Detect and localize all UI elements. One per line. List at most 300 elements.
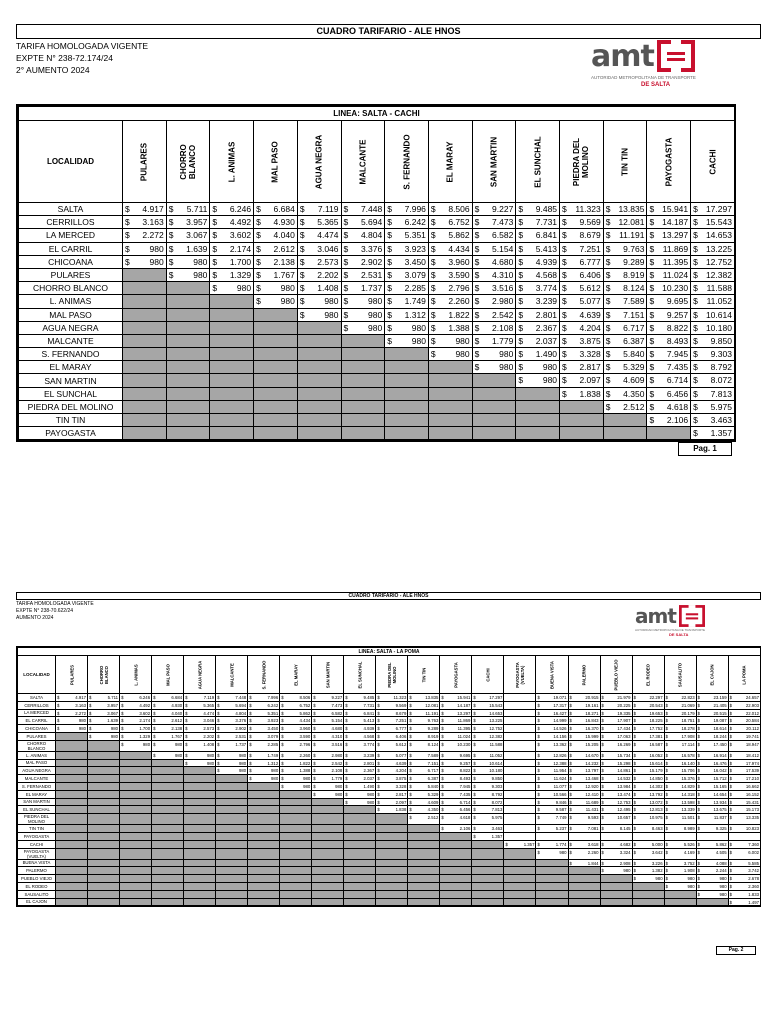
fare-cell [568, 732, 600, 740]
fare-cell [632, 859, 664, 867]
currency-symbol: $ [633, 783, 636, 789]
meta-line: TARIFA HOMOLOGADA VIGENTE [16, 41, 149, 51]
fare-cell [408, 775, 440, 783]
fare-value: 980 [542, 375, 558, 386]
row-label: PIEDRA DEL MOLINO [18, 814, 56, 825]
fare-value: 13.675 [713, 807, 727, 813]
empty-cell [536, 867, 568, 875]
fare-value: 2.244 [715, 868, 727, 874]
currency-symbol: $ [605, 217, 611, 228]
fare-value: 1.767 [273, 269, 295, 280]
column-header [691, 121, 735, 203]
fare-cell [691, 374, 735, 387]
fare-cell [248, 701, 280, 709]
currency-symbol: $ [665, 752, 668, 758]
fare-value: 2.902 [235, 726, 247, 732]
fare-cell [184, 701, 216, 709]
fare-value: 5.862 [448, 230, 470, 241]
fare-cell [696, 775, 728, 783]
currency-symbol: $ [537, 760, 540, 766]
empty-cell [472, 400, 516, 413]
fare-cell [312, 709, 344, 717]
fare-cell [560, 321, 604, 334]
empty-cell [166, 321, 210, 334]
currency-symbol: $ [633, 868, 636, 874]
logo-subtitle-city: DE SALTA [669, 632, 689, 637]
table-row [18, 882, 761, 890]
currency-symbol: $ [633, 733, 636, 739]
empty-cell [166, 361, 210, 374]
fare-cell [691, 295, 735, 308]
fare-cell [280, 767, 312, 775]
fare-value: 14.653 [705, 230, 732, 241]
empty-cell [536, 832, 568, 840]
page-number: Pag. 2 [716, 946, 756, 955]
fare-value: 22.823 [681, 695, 695, 700]
row-label: MALCANTE [19, 334, 123, 347]
currency-symbol: $ [217, 768, 220, 774]
fare-cell [600, 709, 632, 717]
currency-symbol: $ [693, 362, 698, 373]
currency-symbol: $ [217, 733, 220, 739]
row-label: PAYOGASTA (VUELTA) [18, 848, 56, 859]
empty-cell [603, 414, 647, 427]
fare-value: 1.838 [395, 807, 407, 813]
currency-symbol: $ [249, 718, 252, 724]
fare-cell [647, 282, 691, 295]
column-header [696, 656, 728, 694]
currency-symbol: $ [729, 783, 733, 789]
currency-symbol: $ [518, 256, 524, 267]
currency-symbol: $ [430, 322, 436, 333]
fare-cell [56, 725, 88, 733]
fare-value: 2.512 [427, 815, 439, 821]
empty-cell [516, 387, 560, 400]
fare-value: 4.568 [535, 269, 558, 280]
fare-value: 16.269 [617, 741, 631, 747]
column-header [536, 656, 568, 694]
column-header [472, 656, 504, 694]
empty-cell [600, 898, 632, 906]
fare-cell [691, 361, 735, 374]
fare-value: 12.826 [553, 752, 567, 758]
column-header-label: CACHI [485, 667, 491, 682]
currency-symbol: $ [697, 799, 701, 805]
currency-symbol: $ [441, 695, 444, 700]
logo-word: amt [591, 39, 654, 74]
fare-cell [600, 751, 632, 759]
fare-value: 11.323 [575, 204, 601, 214]
fare-value: 980 [719, 891, 727, 897]
fare-value: 3.079 [404, 269, 426, 280]
row-label: PAYOGASTA [18, 832, 56, 840]
fare-cell [728, 840, 760, 848]
empty-cell [385, 374, 429, 387]
fare-cell [696, 806, 728, 814]
fare-cell [428, 334, 472, 347]
fare-value: 980 [455, 349, 470, 360]
fare-cell [632, 717, 664, 725]
fare-cell [184, 694, 216, 702]
empty-cell [120, 882, 152, 890]
currency-symbol: $ [729, 849, 733, 855]
fare-cell [120, 725, 152, 733]
empty-cell [440, 890, 472, 898]
fare-cell [603, 216, 647, 229]
currency-symbol: $ [313, 710, 316, 716]
currency-symbol: $ [430, 204, 436, 214]
currency-symbol: $ [474, 269, 480, 280]
fare-cell [568, 725, 600, 733]
fare-value: 980 [280, 283, 295, 294]
fare-cell [664, 867, 696, 875]
currency-symbol: $ [345, 768, 348, 774]
currency-symbol: $ [256, 269, 261, 280]
empty-cell [312, 814, 344, 825]
currency-symbol: $ [343, 243, 349, 254]
currency-symbol: $ [474, 243, 480, 254]
currency-symbol: $ [313, 695, 316, 700]
currency-symbol: $ [665, 841, 668, 847]
fare-value: 14.829 [681, 783, 695, 789]
row-label: S. FERNANDO [19, 348, 123, 361]
empty-cell [123, 348, 167, 361]
fare-value: 13.225 [489, 718, 503, 724]
fare-value: 3.328 [395, 783, 407, 789]
fare-value: 5.840 [427, 783, 439, 789]
fare-value: 13.474 [617, 791, 631, 797]
currency-symbol: $ [281, 741, 284, 747]
empty-cell [472, 427, 516, 440]
empty-cell [504, 867, 536, 875]
fare-value: 980 [559, 849, 567, 855]
fare-cell [184, 709, 216, 717]
fare-cell [280, 701, 312, 709]
currency-symbol: $ [605, 269, 611, 280]
fare-cell [664, 825, 696, 833]
empty-cell [184, 832, 216, 840]
fare-cell [216, 725, 248, 733]
fare-cell [428, 216, 472, 229]
currency-symbol: $ [605, 335, 611, 346]
fare-cell [600, 767, 632, 775]
fare-value: 11.624 [553, 776, 567, 782]
currency-symbol: $ [693, 309, 698, 320]
currency-symbol: $ [409, 702, 412, 708]
currency-symbol: $ [121, 702, 124, 708]
empty-cell [504, 694, 536, 702]
fare-cell [152, 694, 184, 702]
fare-value: 9.303 [491, 783, 503, 789]
fare-value: 11.588 [489, 741, 503, 747]
fare-value: 6.456 [459, 807, 471, 813]
fare-value: 6.387 [623, 335, 645, 346]
currency-symbol: $ [569, 718, 572, 724]
fare-value: 12.752 [705, 256, 732, 267]
fare-value: 2.272 [142, 230, 164, 241]
currency-symbol: $ [217, 710, 220, 716]
fare-cell [254, 229, 298, 242]
fare-value: 8.792 [491, 791, 503, 797]
fare-value: 13.598 [681, 799, 695, 805]
fare-cell [632, 740, 664, 751]
fare-cell [385, 268, 429, 281]
fare-value: 1.357 [710, 428, 732, 439]
fare-cell [696, 701, 728, 709]
fare-cell [536, 694, 568, 702]
fare-value: 4.804 [235, 710, 247, 716]
fare-value: 18.278 [681, 726, 695, 732]
table-row [18, 701, 761, 709]
table-row [19, 295, 735, 308]
fare-cell [440, 759, 472, 767]
fare-value: 4.930 [171, 702, 183, 708]
fare-cell [560, 203, 604, 216]
fare-cell [603, 229, 647, 242]
fare-cell [216, 759, 248, 767]
currency-symbol: $ [474, 362, 480, 373]
currency-symbol: $ [562, 335, 567, 346]
currency-symbol: $ [693, 269, 698, 280]
fare-value: 3.226 [651, 860, 663, 866]
currency-symbol: $ [729, 799, 733, 805]
fare-value: 14.532 [617, 776, 631, 782]
fare-cell [536, 775, 568, 783]
currency-symbol: $ [569, 776, 572, 782]
fare-cell [516, 321, 560, 334]
fare-cell [647, 414, 691, 427]
currency-symbol: $ [313, 776, 316, 782]
empty-cell [696, 832, 728, 840]
empty-cell [184, 859, 216, 867]
fare-cell [600, 825, 632, 833]
fare-cell [472, 308, 516, 321]
fare-cell [664, 740, 696, 751]
empty-cell [280, 882, 312, 890]
currency-symbol: $ [153, 752, 156, 758]
currency-symbol: $ [537, 815, 540, 821]
currency-symbol: $ [562, 256, 567, 267]
empty-cell [344, 832, 376, 840]
fare-cell [560, 387, 604, 400]
fare-value: 2.817 [395, 791, 407, 797]
fare-cell [728, 882, 760, 890]
fare-cell [632, 694, 664, 702]
empty-cell [344, 840, 376, 848]
currency-symbol: $ [665, 868, 668, 874]
fare-value: 7.731 [363, 702, 375, 708]
currency-symbol: $ [185, 752, 188, 758]
empty-cell [120, 898, 152, 906]
fare-value: 9.289 [427, 726, 439, 732]
currency-symbol: $ [57, 726, 60, 732]
row-label: EL CAJON [18, 898, 56, 906]
fare-value: 4.804 [360, 230, 383, 241]
fare-cell [516, 295, 560, 308]
fare-value: 980 [110, 733, 119, 739]
currency-symbol: $ [601, 760, 604, 766]
currency-symbol: $ [474, 283, 480, 294]
fare-cell [408, 732, 440, 740]
fare-cell [385, 229, 429, 242]
currency-symbol: $ [299, 230, 305, 241]
fare-cell [472, 255, 516, 268]
logo-subtitle-city: DE SALTA [641, 82, 671, 88]
fare-cell [647, 387, 691, 400]
fare-value: 5.526 [683, 841, 695, 847]
fare-cell [664, 775, 696, 783]
fare-cell [376, 775, 408, 783]
fare-value: 15.999 [585, 733, 599, 739]
currency-symbol: $ [649, 349, 655, 360]
currency-symbol: $ [343, 322, 349, 333]
fare-value: 12.813 [649, 807, 663, 813]
fare-value: 7.119 [317, 204, 339, 214]
fare-cell [600, 859, 632, 867]
fare-value: 11.077 [553, 783, 567, 789]
fare-cell [152, 732, 184, 740]
fare-cell [568, 759, 600, 767]
currency-symbol: $ [125, 256, 130, 267]
fare-value: 17.907 [617, 718, 631, 724]
currency-symbol: $ [377, 710, 380, 716]
currency-symbol: $ [665, 726, 668, 732]
table-row [18, 717, 761, 725]
fare-cell [312, 767, 344, 775]
table-row [19, 361, 735, 374]
empty-cell [184, 798, 216, 806]
fare-value: 12.382 [489, 733, 503, 739]
fare-cell [728, 848, 760, 859]
currency-symbol: $ [377, 791, 380, 797]
currency-symbol: $ [649, 322, 655, 333]
empty-cell [504, 832, 536, 840]
empty-cell [120, 825, 152, 833]
fare-value: 6.002 [748, 849, 759, 855]
row-label: CHICOANA [18, 725, 56, 733]
fare-cell [664, 717, 696, 725]
empty-cell [440, 859, 472, 867]
fare-cell [408, 790, 440, 798]
empty-cell [504, 848, 536, 859]
fare-value: 1.908 [683, 868, 695, 874]
currency-symbol: $ [697, 718, 701, 724]
empty-cell [504, 759, 536, 767]
table-row [18, 775, 761, 783]
empty-cell [56, 840, 88, 848]
fare-value: 9.846 [555, 799, 567, 805]
fare-cell [376, 701, 408, 709]
fare-cell [647, 229, 691, 242]
empty-cell [376, 875, 408, 883]
empty-cell [120, 759, 152, 767]
fare-value: 4.040 [273, 230, 295, 241]
fare-cell [341, 216, 385, 229]
empty-cell [254, 348, 298, 361]
fare-cell [440, 701, 472, 709]
fare-value: 19.741 [745, 733, 759, 739]
fare-value: 8.145 [619, 826, 631, 832]
fare-cell [568, 840, 600, 848]
column-header [280, 656, 312, 694]
fare-value: 16.662 [745, 783, 759, 789]
fare-value: 15.543 [705, 217, 732, 228]
empty-cell [56, 825, 88, 833]
empty-cell [385, 361, 429, 374]
empty-cell [88, 848, 120, 859]
currency-symbol: $ [729, 702, 733, 708]
currency-symbol: $ [518, 243, 524, 254]
currency-symbol: $ [313, 760, 316, 766]
column-header-label: SAN MARTIN [489, 136, 499, 187]
meta-line: EXPTE N° 238-70.622/24 [16, 608, 74, 614]
fare-cell [516, 268, 560, 281]
fare-value: 19.653 [649, 710, 663, 716]
currency-symbol: $ [649, 243, 655, 254]
fare-value: 2.512 [623, 401, 645, 412]
fare-value: 3.960 [448, 256, 470, 267]
currency-symbol: $ [569, 791, 572, 797]
empty-cell [440, 840, 472, 848]
fare-cell [664, 790, 696, 798]
empty-cell [312, 840, 344, 848]
fare-value: 15.543 [489, 702, 503, 708]
empty-cell [120, 814, 152, 825]
currency-symbol: $ [249, 760, 252, 766]
empty-cell [166, 400, 210, 413]
empty-cell [344, 806, 376, 814]
fare-value: 1.312 [267, 760, 279, 766]
currency-symbol: $ [605, 256, 611, 267]
currency-symbol: $ [693, 401, 698, 412]
currency-symbol: $ [217, 718, 220, 724]
currency-symbol: $ [633, 768, 636, 774]
fare-cell [472, 775, 504, 783]
currency-symbol: $ [473, 752, 476, 758]
column-header-label: PIEDRA DEL MOLINO [386, 661, 397, 688]
empty-cell [632, 898, 664, 906]
currency-symbol: $ [697, 776, 701, 782]
fare-value: 12.495 [617, 807, 631, 813]
column-header-label: EL RODEO [645, 663, 651, 686]
empty-cell [440, 898, 472, 906]
fare-value: 2.202 [203, 733, 215, 739]
fare-value: 13.225 [705, 243, 732, 254]
fare-cell [408, 759, 440, 767]
fare-value: 2.174 [229, 243, 252, 254]
fare-cell [428, 295, 472, 308]
fare-cell [344, 775, 376, 783]
fare-value: 1.329 [229, 269, 252, 280]
fare-cell [691, 400, 735, 413]
currency-symbol: $ [537, 718, 540, 724]
currency-symbol: $ [649, 401, 655, 412]
empty-cell [385, 427, 429, 440]
currency-symbol: $ [441, 760, 444, 766]
empty-cell [216, 782, 248, 790]
currency-symbol: $ [665, 760, 668, 766]
currency-symbol: $ [605, 349, 611, 360]
column-header-label: PAYOGASTA [664, 137, 674, 186]
currency-symbol: $ [343, 256, 349, 267]
empty-cell [344, 848, 376, 859]
currency-symbol: $ [89, 702, 92, 708]
fare-value: 980 [719, 883, 727, 889]
currency-symbol: $ [697, 710, 701, 716]
fare-cell [696, 814, 728, 825]
empty-cell [120, 890, 152, 898]
fare-cell [536, 806, 568, 814]
